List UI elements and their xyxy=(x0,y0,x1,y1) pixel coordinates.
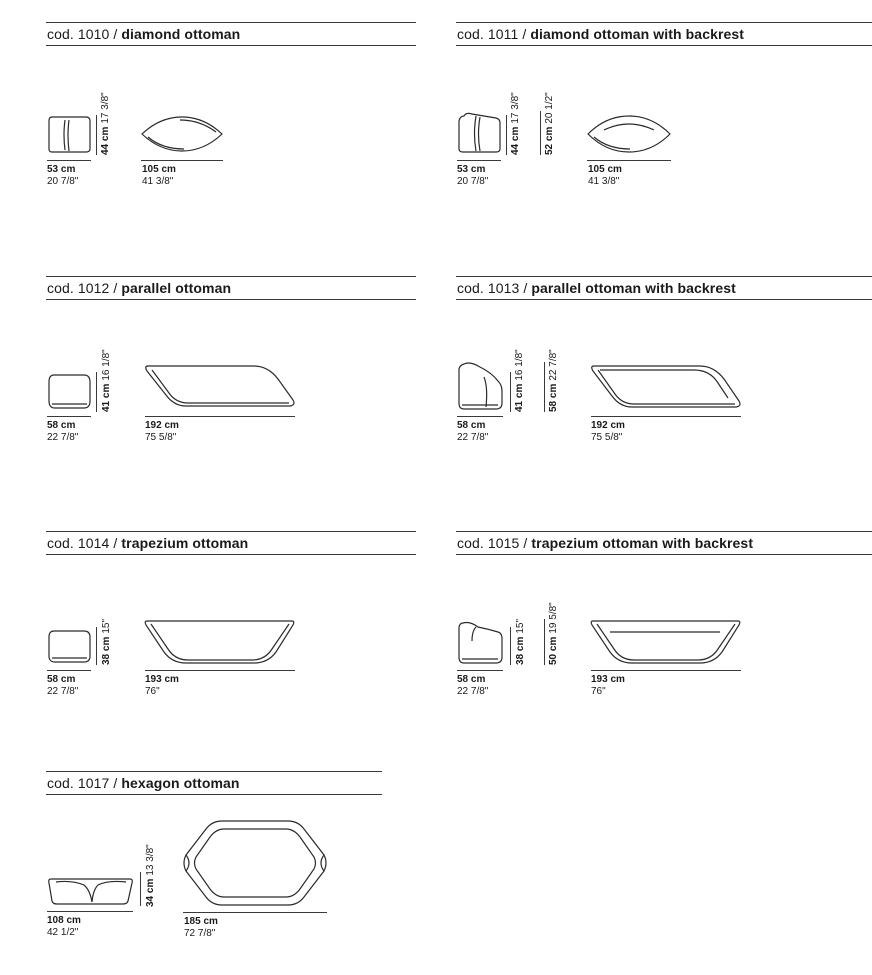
height-dimension: 38 cm15" xyxy=(515,618,526,665)
top-view-drawing xyxy=(144,363,296,409)
top-view-drawing xyxy=(590,363,742,411)
backrest-height-dimension: 52 cm20 1/2" xyxy=(544,92,555,155)
depth-dimension: 108 cm 42 1/2" xyxy=(47,915,81,938)
backrest-height-dimension-line xyxy=(540,111,541,155)
height-dimension: 38 cm15" xyxy=(101,618,112,665)
depth-dimension-line xyxy=(47,670,91,671)
height-dimension-line xyxy=(510,372,511,412)
top-view-drawing xyxy=(590,618,742,666)
length-dimension: 192 cm 75 5/8" xyxy=(591,420,625,443)
product-name: trapezium ottoman with backrest xyxy=(531,535,754,551)
length-dimension-line xyxy=(183,912,327,913)
product-name: parallel ottoman with backrest xyxy=(531,280,736,296)
height-dimension: 44 cm17 3/8" xyxy=(510,92,521,155)
side-view-drawing xyxy=(48,630,92,664)
depth-dimension: 58 cm 22 7/8" xyxy=(47,420,79,443)
height-dimension: 41 cm16 1/8" xyxy=(514,349,525,412)
bottom-rule xyxy=(46,554,416,555)
product-name: parallel ottoman xyxy=(121,280,232,296)
depth-dimension: 53 cm 20 7/8" xyxy=(47,164,79,187)
top-rule xyxy=(456,276,872,277)
length-dimension: 193 cm 76" xyxy=(591,674,625,697)
height-dimension-line xyxy=(96,372,97,412)
product-name: hexagon ottoman xyxy=(121,775,240,791)
product-code: cod. 1017 / xyxy=(47,775,118,791)
product-1013 xyxy=(456,276,872,451)
backrest-height-dimension: 50 cm19 5/8" xyxy=(548,602,559,665)
product-1010 xyxy=(46,22,416,197)
height-dimension-line xyxy=(96,627,97,665)
top-view-drawing xyxy=(144,618,296,666)
height-dimension: 44 cm17 3/8" xyxy=(100,92,111,155)
depth-dimension-line xyxy=(47,160,91,161)
product-title xyxy=(47,535,248,551)
length-dimension-line xyxy=(587,160,671,161)
top-rule xyxy=(46,276,416,277)
depth-dimension: 58 cm 22 7/8" xyxy=(457,420,489,443)
length-dimension: 105 cm 41 3/8" xyxy=(588,164,622,187)
product-title xyxy=(47,280,231,296)
product-title xyxy=(457,535,753,551)
bottom-rule xyxy=(46,299,416,300)
length-dimension-line xyxy=(145,670,295,671)
height-dimension-line xyxy=(506,115,507,155)
side-view-drawing xyxy=(458,361,504,411)
depth-dimension-line xyxy=(47,416,91,417)
side-view-drawing xyxy=(48,117,92,153)
bottom-rule xyxy=(456,299,872,300)
product-title xyxy=(47,26,240,42)
top-rule xyxy=(456,531,872,532)
length-dimension: 105 cm 41 3/8" xyxy=(142,164,176,187)
depth-dimension-line xyxy=(47,911,133,912)
length-dimension-line xyxy=(591,670,741,671)
product-name: trapezium ottoman xyxy=(121,535,249,551)
depth-dimension-line xyxy=(457,160,501,161)
length-dimension-line xyxy=(141,160,223,161)
product-code: cod. 1013 / xyxy=(457,280,528,296)
length-dimension-line xyxy=(591,416,741,417)
product-code: cod. 1011 / xyxy=(457,26,527,42)
product-1014 xyxy=(46,531,416,706)
backrest-height-dimension: 58 cm22 7/8" xyxy=(548,349,559,412)
top-rule xyxy=(46,771,382,772)
top-view-drawing xyxy=(182,819,328,909)
product-1011 xyxy=(456,22,872,197)
backrest-height-dimension-line xyxy=(544,619,545,665)
height-dimension-line xyxy=(510,627,511,665)
height-dimension: 41 cm16 1/8" xyxy=(101,349,112,412)
bottom-rule xyxy=(46,794,382,795)
backrest-height-dimension-line xyxy=(544,362,545,412)
product-code: cod. 1012 / xyxy=(47,280,118,296)
depth-dimension: 53 cm 20 7/8" xyxy=(457,164,489,187)
top-rule xyxy=(46,531,416,532)
height-dimension-line xyxy=(96,115,97,155)
product-1017 xyxy=(46,771,386,961)
side-view-drawing xyxy=(48,878,134,906)
product-1012 xyxy=(46,276,416,451)
height-dimension: 34 cm13 3/8" xyxy=(145,844,156,907)
product-title xyxy=(457,26,744,42)
product-1015 xyxy=(456,531,872,706)
length-dimension: 185 cm 72 7/8" xyxy=(184,916,218,939)
side-view-drawing xyxy=(458,112,502,154)
depth-dimension-line xyxy=(457,670,503,671)
bottom-rule xyxy=(456,554,872,555)
top-view-drawing xyxy=(586,114,672,156)
length-dimension: 192 cm 75 5/8" xyxy=(145,420,179,443)
top-rule xyxy=(46,22,416,23)
product-code: cod. 1015 / xyxy=(457,535,528,551)
depth-dimension-line xyxy=(457,416,503,417)
product-code: cod. 1010 / xyxy=(47,26,118,42)
depth-dimension: 58 cm 22 7/8" xyxy=(457,674,489,697)
height-dimension-line xyxy=(140,872,141,906)
product-code: cod. 1014 / xyxy=(47,535,118,551)
bottom-rule xyxy=(46,45,416,46)
top-view-drawing xyxy=(140,115,224,155)
length-dimension: 193 cm 76" xyxy=(145,674,179,697)
product-title xyxy=(47,775,240,791)
product-title xyxy=(457,280,736,296)
top-rule xyxy=(456,22,872,23)
length-dimension-line xyxy=(145,416,295,417)
product-name: diamond ottoman xyxy=(121,26,241,42)
depth-dimension: 58 cm 22 7/8" xyxy=(47,674,79,697)
product-name: diamond ottoman with backrest xyxy=(530,26,745,42)
bottom-rule xyxy=(456,45,872,46)
side-view-drawing xyxy=(48,374,92,410)
side-view-drawing xyxy=(458,621,504,665)
